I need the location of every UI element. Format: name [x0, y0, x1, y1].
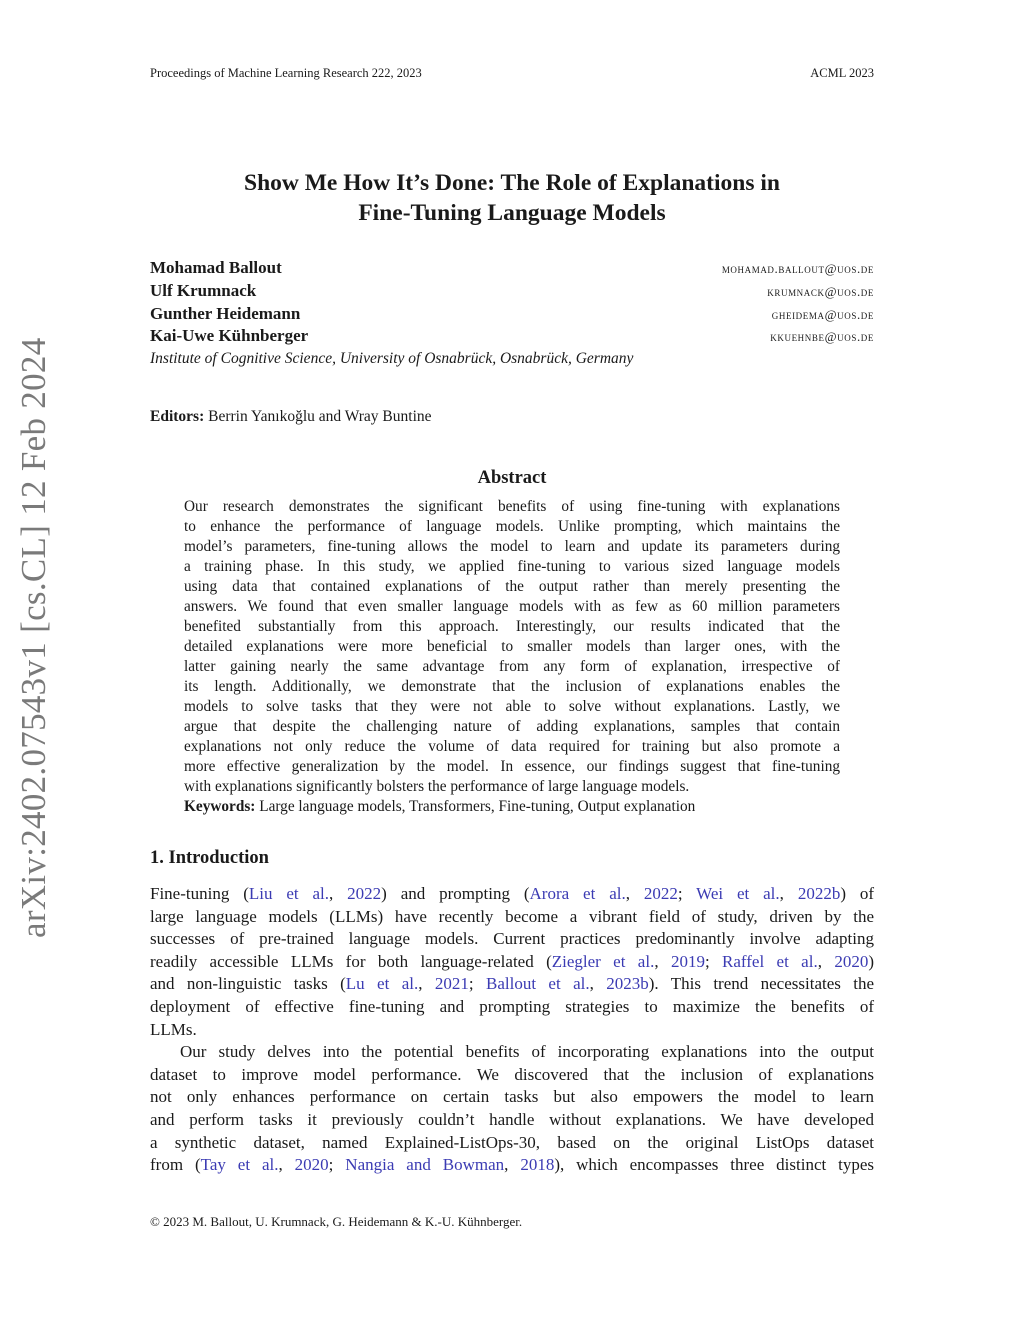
citation-link[interactable]: 2022b	[797, 884, 841, 903]
text-run: ;	[677, 884, 697, 903]
text-run: from (	[150, 1155, 201, 1175]
body-line	[150, 1154, 874, 1177]
author-email[interactable]: kkuehnbe@uos.de	[770, 329, 874, 344]
body-line	[150, 951, 874, 974]
text-run: ), which encompasses three distinct types	[554, 1155, 875, 1175]
body-line	[150, 883, 874, 906]
body-line: deployment of effective fine-tuning and prompting strategies to maximize the benefits of	[150, 996, 874, 1016]
citation-link[interactable]: 2023b	[606, 974, 649, 994]
abstract-line: its length. Additionally, we demonstrate that the inclusion of explanations enables the	[184, 678, 840, 695]
text-run: ) of	[840, 884, 875, 903]
citation-link[interactable]: 2020	[834, 951, 869, 971]
affiliation: Institute of Cognitive Science, University of Osnabrück, Osnabrück, Germany	[150, 350, 634, 367]
citation-link[interactable]: Arora et al.	[529, 884, 626, 903]
body-line: dataset to improve model performance. We discovered that the inclusion of explanations	[150, 1064, 874, 1084]
text-run: ) and prompting (	[381, 884, 530, 903]
text-run: ,	[418, 974, 435, 994]
running-header-right: ACML 2023	[810, 66, 874, 80]
text-run: ,	[654, 951, 671, 971]
text-run: ,	[504, 1155, 521, 1175]
copyright-footnote: © 2023 M. Ballout, U. Krumnack, G. Heidemann & K.-U. Kühnberger.	[150, 1214, 523, 1229]
text-run: ,	[779, 884, 798, 903]
text-run: ). This trend necessitates the	[648, 974, 875, 994]
introduction-body	[150, 883, 874, 1177]
author-row	[150, 326, 874, 349]
author-email[interactable]: mohamad.ballout@uos.de	[721, 261, 874, 276]
paper-title	[150, 168, 874, 228]
abstract-line: models to solve tasks that they were not able to solve without explanations. Lastly, we	[184, 698, 840, 715]
keywords-label: Keywords:	[184, 798, 256, 815]
citation-link[interactable]: Liu et al.	[248, 884, 330, 903]
text-run: ,	[589, 974, 607, 994]
body-line: not only enhances performance on certain tasks but also empowers the model to learn	[150, 1087, 874, 1107]
abstract-line: benefited substantially from this approach. Interestingly, our results indicated that the	[184, 618, 840, 635]
abstract-line: latter gaining nearly the same advantage from any form of explanation, irrespective of	[184, 658, 840, 675]
text-run: ;	[704, 951, 723, 971]
citation-link[interactable]: 2022	[643, 884, 678, 903]
text-run: ;	[328, 1155, 346, 1175]
text-run: readily accessible LLMs for both language-related (	[150, 951, 552, 971]
text-run: and non-linguistic tasks (	[150, 974, 346, 994]
abstract-line: to enhance the performance of language models. Unlike prompting, which maintains the	[184, 518, 840, 535]
author-name: Ulf Krumnack	[150, 281, 257, 300]
author-row	[150, 258, 874, 281]
citation-link[interactable]: 2018	[520, 1155, 555, 1175]
title-line-2: Fine-Tuning Language Models	[358, 200, 666, 226]
author-name: Mohamad Ballout	[150, 258, 282, 277]
running-header-left: Proceedings of Machine Learning Research 222, 2023	[150, 66, 422, 80]
citation-link[interactable]: 2020	[294, 1155, 329, 1175]
author-email[interactable]: gheidema@uos.de	[771, 307, 874, 322]
citation-link[interactable]: Ziegler et al.	[551, 951, 655, 971]
text-run: ;	[468, 974, 486, 994]
body-line	[150, 973, 874, 996]
editors-names: Berrin Yanıkoğlu and Wray Buntine	[208, 408, 432, 425]
citation-link[interactable]: Ballout et al.	[485, 974, 590, 994]
author-row	[150, 281, 874, 304]
section-heading-introduction: 1. Introduction	[150, 848, 269, 868]
body-line: and perform tasks it previously couldn’t handle without explanations. We have developed	[150, 1109, 874, 1129]
author-name: Kai-Uwe Kühnberger	[150, 326, 309, 345]
citation-link[interactable]: 2019	[670, 951, 705, 971]
text-run: ,	[625, 884, 644, 903]
body-line: large language models (LLMs) have recently become a vibrant field of study, driven by the	[150, 906, 874, 926]
abstract-line: argue that despite the challenging nature of adding explanations, samples that contain	[184, 718, 840, 735]
author-name: Gunther Heidemann	[150, 304, 301, 323]
text-run: )	[868, 951, 874, 971]
citation-link[interactable]: 2021	[434, 974, 469, 994]
body-line: LLMs.	[150, 1019, 197, 1039]
abstract-line: detailed explanations were more beneficial to smaller models than larger ones, with the	[184, 638, 840, 655]
abstract-body	[184, 497, 840, 797]
citation-link[interactable]: Raffel et al.	[722, 951, 818, 971]
abstract-heading: Abstract	[477, 468, 547, 488]
abstract-line: more effective generalization by the model. In essence, our findings suggest that fine-tuning	[184, 758, 840, 775]
body-line: Our study delves into the potential benefits of incorporating explanations into the output	[180, 1042, 874, 1062]
citation-link[interactable]: Nangia and Bowman	[345, 1155, 505, 1175]
body-line: a synthetic dataset, named Explained-ListOps-30, based on the original ListOps dataset	[150, 1132, 874, 1152]
title-line-1: Show Me How It’s Done: The Role of Explanations in	[244, 170, 780, 196]
body-line: successes of pre-trained language models. Current practices predominantly involve adapting	[150, 929, 874, 949]
keywords-text: Large language models, Transformers, Fine-tuning, Output explanation	[259, 798, 696, 815]
author-row	[150, 304, 874, 327]
abstract-line: using data that contained explanations of the output rather than merely presenting the	[184, 578, 840, 595]
text-run: ,	[329, 884, 348, 903]
text-run: Fine-tuning (	[150, 884, 249, 903]
abstract-line: Our research demonstrates the significant benefits of using fine-tuning with explanations	[184, 498, 840, 515]
abstract-line: answers. We found that even smaller language models with as few as 60 million parameters	[184, 598, 840, 615]
author-email[interactable]: krumnack@uos.de	[767, 284, 874, 299]
text-run: ,	[817, 951, 835, 971]
citation-link[interactable]: Tay et al.	[200, 1155, 279, 1175]
abstract-line: with explanations significantly bolsters the performance of large language models.	[184, 778, 690, 795]
citation-link[interactable]: Lu et al.	[345, 974, 419, 994]
citation-link[interactable]: 2022	[347, 884, 382, 903]
abstract-line: model’s parameters, fine-tuning allows the model to learn and update its parameters during	[184, 538, 840, 555]
text-run: ,	[278, 1155, 295, 1175]
editors-label: Editors:	[150, 408, 205, 425]
arxiv-identifier-stamp: arXiv:2402.07543v1 [cs.CL] 12 Feb 2024	[14, 337, 53, 938]
citation-link[interactable]: Wei et al.	[696, 884, 780, 903]
abstract-line: explanations not only reduce the volume of data required for training but also promote a	[184, 738, 840, 755]
editors-line	[150, 408, 432, 426]
abstract-line: a training phase. In this study, we applied fine-tuning to various sized language models	[184, 558, 840, 575]
keywords-line	[184, 798, 695, 816]
